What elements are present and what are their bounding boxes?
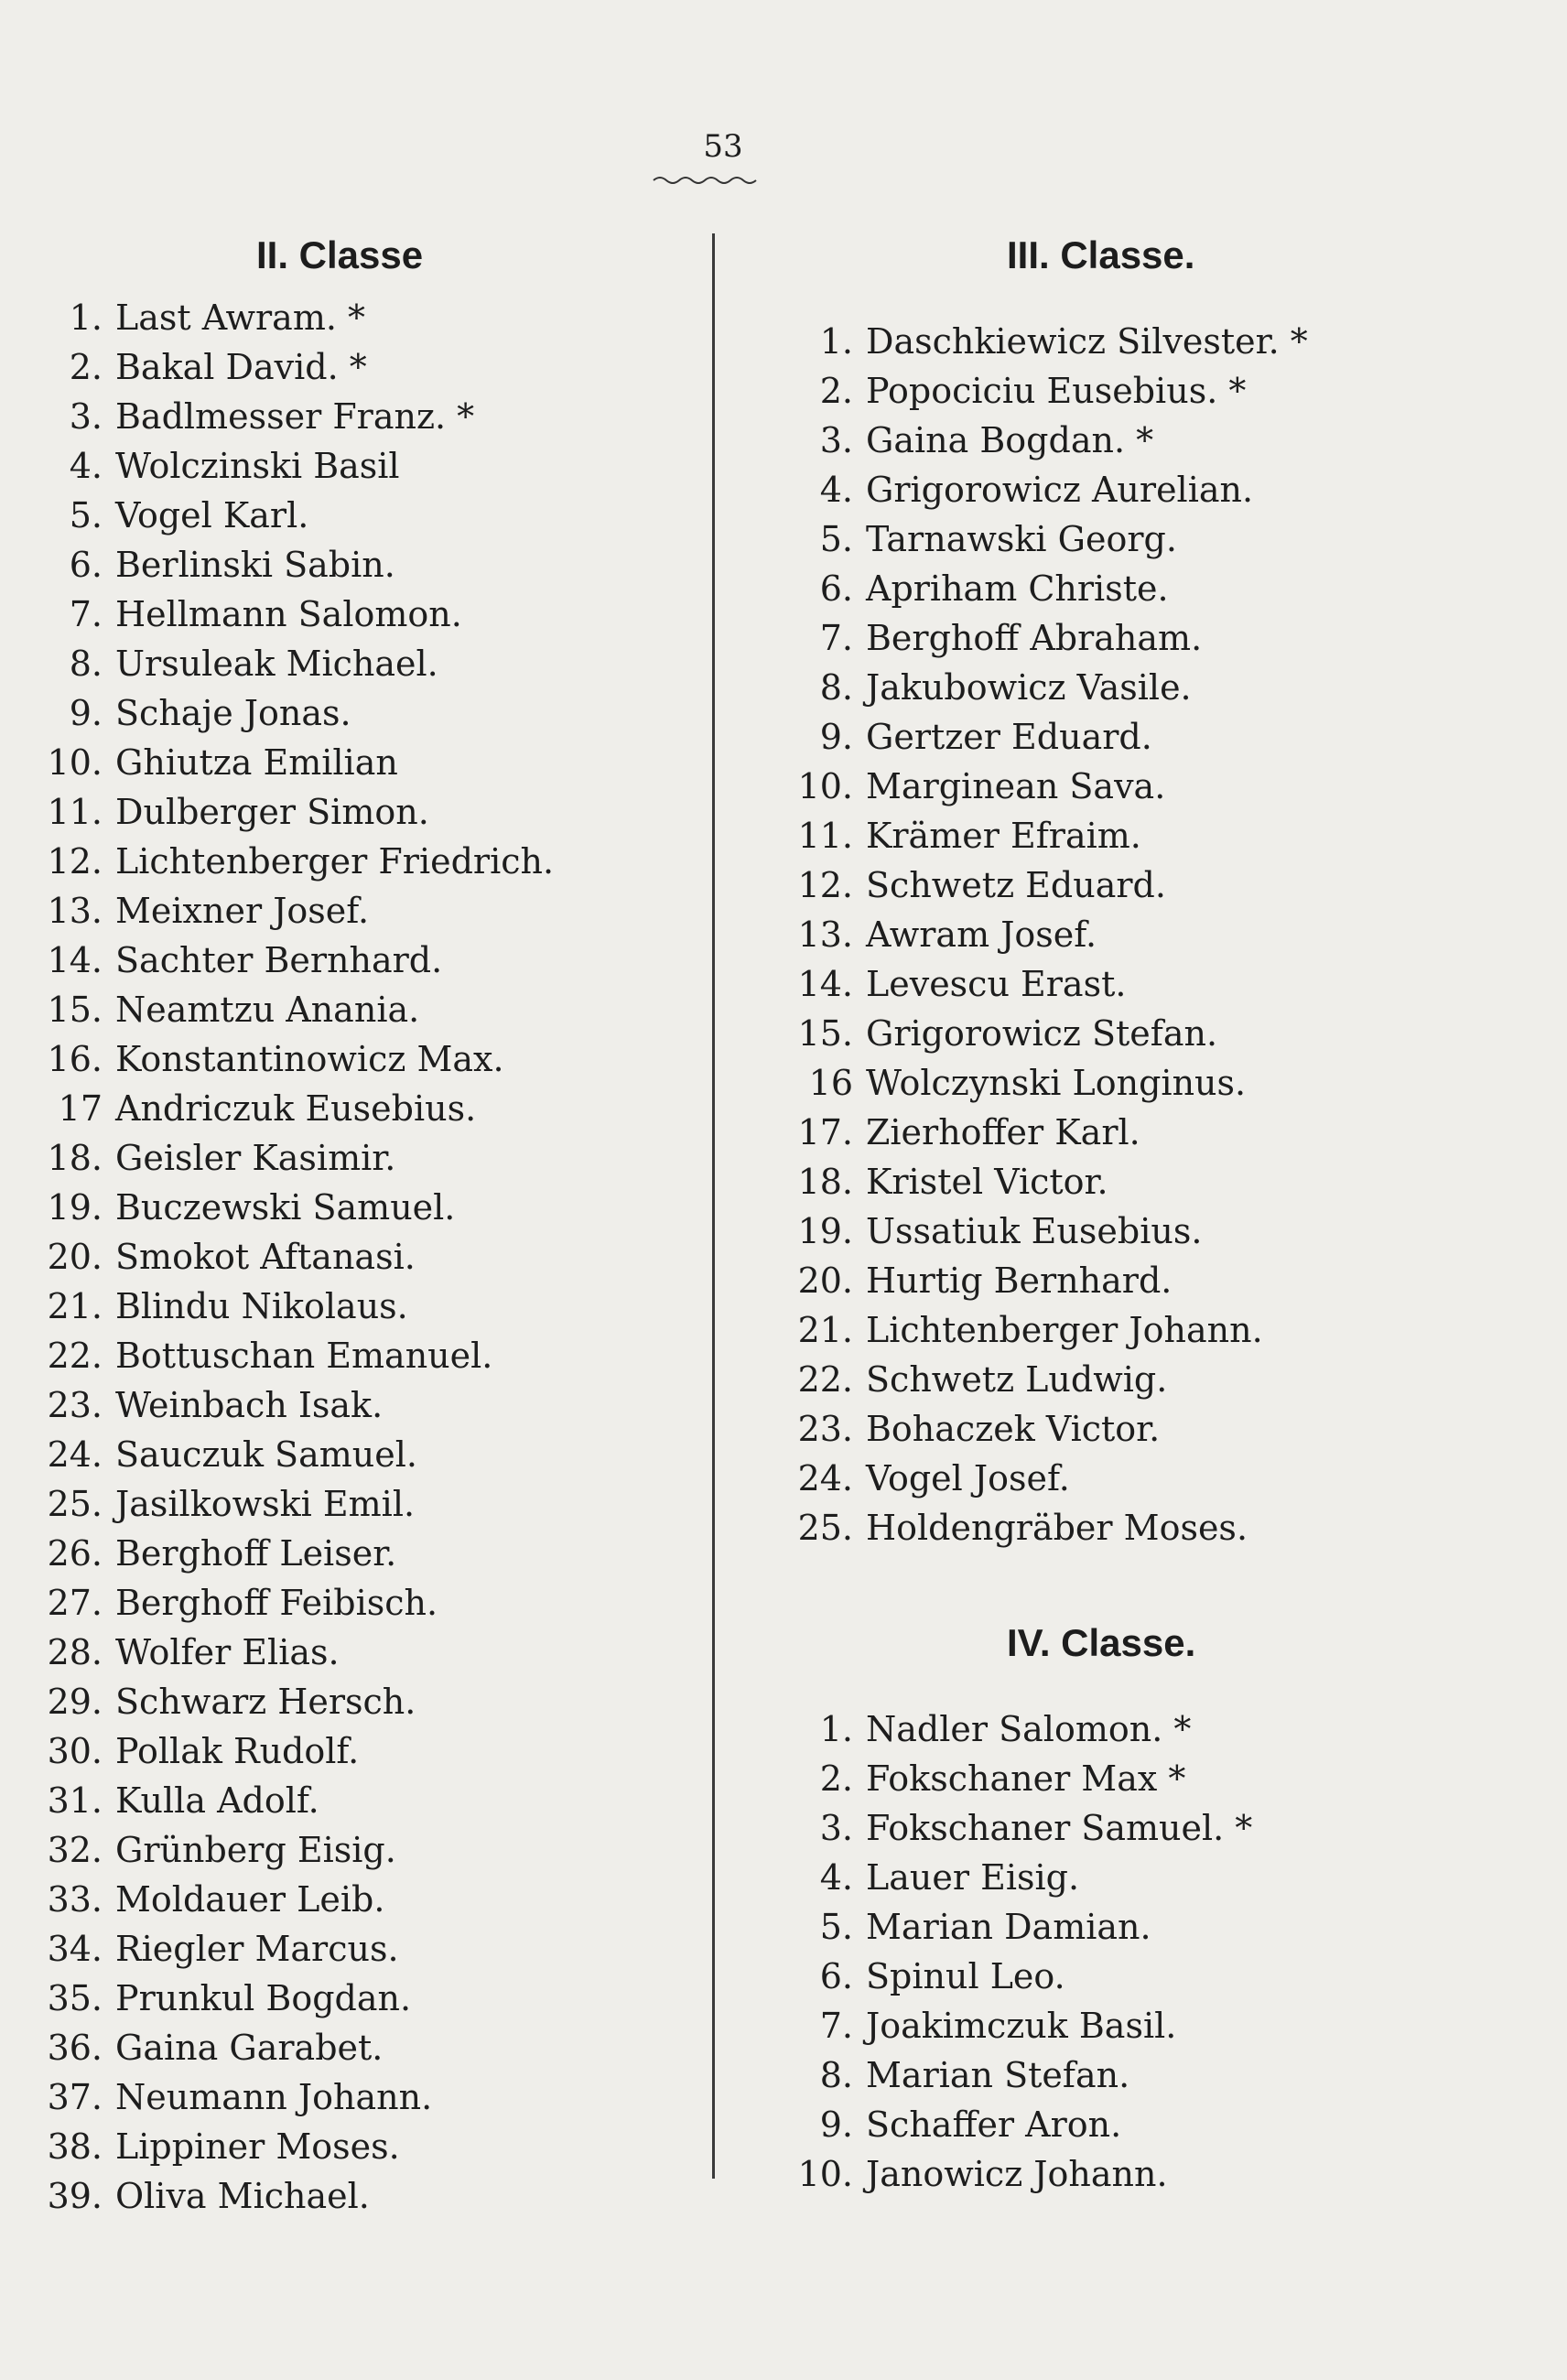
- student-name: Schwetz Eduard.: [866, 865, 1166, 905]
- entry-number: 5.: [819, 519, 853, 559]
- entry-number: 1.: [69, 298, 103, 338]
- list-item: [37, 1232, 696, 1282]
- list-item: [787, 1754, 1446, 1803]
- student-name: Geisler Kasimir.: [115, 1138, 396, 1178]
- entry-number: 32.: [47, 1830, 103, 1870]
- list-item: [37, 540, 696, 590]
- entry-number: 11.: [47, 792, 103, 832]
- entry-number: 8.: [819, 667, 853, 708]
- list-item: [787, 663, 1446, 712]
- student-name: Daschkiewicz Silvester. *: [866, 321, 1308, 362]
- entry-number: 25.: [797, 1508, 853, 1548]
- list-item: [37, 1578, 696, 1628]
- student-name: Marian Stefan.: [866, 2055, 1130, 2095]
- entry-number: 34.: [47, 1929, 103, 1969]
- list-item: [787, 2149, 1446, 2199]
- column-divider: [712, 233, 715, 2179]
- student-name: Holdengräber Moses.: [866, 1508, 1248, 1548]
- entry-number: 16: [808, 1063, 853, 1103]
- list-item: [37, 985, 696, 1034]
- list-item: [787, 317, 1446, 366]
- student-name: Zierhoffer Karl.: [866, 1112, 1140, 1152]
- list-item: [37, 1776, 696, 1825]
- right-column: [787, 229, 1446, 2199]
- list-item: [37, 1825, 696, 1875]
- list-item: [787, 1206, 1446, 1256]
- entry-number: 28.: [47, 1632, 103, 1672]
- student-name: Grigorowicz Stefan.: [866, 1013, 1218, 1054]
- list-item: [787, 712, 1446, 762]
- student-name: Lichtenberger Friedrich.: [115, 841, 555, 882]
- student-name: Nadler Salomon. *: [866, 1709, 1192, 1749]
- entry-number: 13.: [47, 891, 103, 931]
- class-iii-section: [787, 229, 1446, 1552]
- student-name: Badlmesser Franz. *: [115, 396, 475, 437]
- entry-number: 10.: [47, 742, 103, 783]
- list-item: [787, 1503, 1446, 1552]
- list-item: [37, 639, 696, 688]
- list-item: [787, 1704, 1446, 1754]
- list-item: [37, 1380, 696, 1430]
- student-name: Marian Damian.: [866, 1907, 1151, 1947]
- student-name: Hurtig Bernhard.: [866, 1260, 1173, 1301]
- student-name: Neumann Johann.: [115, 2077, 433, 2117]
- student-name: Moldauer Leib.: [115, 1879, 385, 1920]
- entry-number: 24.: [47, 1434, 103, 1475]
- entry-number: 37.: [47, 2077, 103, 2117]
- list-item: [787, 1009, 1446, 1058]
- list-item: [787, 1157, 1446, 1206]
- student-name: Kristel Victor.: [866, 1162, 1108, 1202]
- entry-number: 2.: [69, 347, 103, 387]
- entry-number: 7.: [819, 618, 853, 658]
- entry-number: 38.: [47, 2126, 103, 2167]
- entry-number: 5.: [69, 495, 103, 536]
- student-name: Fokschaner Samuel. *: [866, 1808, 1253, 1848]
- page-number: 53: [703, 128, 743, 165]
- entry-number: 22.: [797, 1359, 853, 1400]
- student-name: Smokot Aftanasi.: [115, 1237, 416, 1277]
- list-item: [787, 910, 1446, 959]
- entry-number: 6.: [819, 1956, 853, 1996]
- list-item: [37, 2171, 696, 2221]
- list-item: [37, 1331, 696, 1380]
- class-iv-section: [787, 1617, 1446, 2199]
- list-item: [37, 2122, 696, 2171]
- list-item: [787, 1058, 1446, 1108]
- list-item: [787, 811, 1446, 860]
- list-item: [37, 837, 696, 886]
- entry-number: 8.: [69, 644, 103, 684]
- student-name: Janowicz Johann.: [866, 2154, 1168, 2194]
- entry-number: 3.: [69, 396, 103, 437]
- student-name: Schaje Jonas.: [115, 693, 351, 733]
- student-name: Konstantinowicz Max.: [115, 1039, 504, 1079]
- list-item: [37, 293, 696, 342]
- list-item: [37, 936, 696, 985]
- entry-number: 1.: [819, 321, 853, 362]
- list-item: [37, 1430, 696, 1479]
- list-item: [787, 1108, 1446, 1157]
- entry-number: 16.: [47, 1039, 103, 1079]
- student-name: Levescu Erast.: [866, 964, 1127, 1004]
- list-item: [787, 959, 1446, 1009]
- class-iii-heading: III. Classe.: [1007, 233, 1195, 276]
- entry-number: 23.: [797, 1409, 853, 1449]
- student-name: Bottuschan Emanuel.: [115, 1336, 493, 1376]
- entry-number: 7.: [69, 594, 103, 634]
- list-item: [37, 738, 696, 787]
- list-item: [37, 1726, 696, 1776]
- entry-number: 18.: [797, 1162, 853, 1202]
- entry-number: 21.: [47, 1286, 103, 1326]
- entry-number: 33.: [47, 1879, 103, 1920]
- student-name: Spinul Leo.: [866, 1956, 1065, 1996]
- class-ii-section: [37, 229, 696, 2221]
- list-item: [787, 762, 1446, 811]
- list-item: [787, 1902, 1446, 1952]
- student-name: Jasilkowski Emil.: [115, 1484, 416, 1524]
- student-name: Lippiner Moses.: [115, 2126, 400, 2167]
- list-item: [787, 1952, 1446, 2001]
- list-item: [37, 392, 696, 441]
- student-name: Grigorowicz Aurelian.: [866, 470, 1254, 510]
- list-item: [37, 1677, 696, 1726]
- entry-number: 15.: [47, 990, 103, 1030]
- student-name: Joakimczuk Basil.: [866, 2006, 1177, 2046]
- entry-number: 4.: [819, 470, 853, 510]
- list-item: [787, 514, 1446, 564]
- entry-number: 21.: [797, 1310, 853, 1350]
- student-name: Fokschaner Max *: [866, 1758, 1186, 1799]
- student-name: Ursuleak Michael.: [115, 644, 438, 684]
- student-name: Schaffer Aron.: [866, 2104, 1122, 2145]
- student-name: Wolfer Elias.: [115, 1632, 340, 1672]
- entry-number: 23.: [47, 1385, 103, 1425]
- entry-number: 39.: [47, 2176, 103, 2216]
- student-name: Popociciu Eusebius. *: [866, 371, 1247, 411]
- entry-number: 31.: [47, 1780, 103, 1821]
- entry-number: 6.: [69, 545, 103, 585]
- list-item: [787, 564, 1446, 613]
- student-name: Weinbach Isak.: [115, 1385, 384, 1425]
- student-name: Krämer Efraim.: [866, 816, 1141, 856]
- entry-number: 17: [58, 1088, 103, 1129]
- entry-number: 10.: [797, 766, 853, 806]
- student-name: Ussatiuk Eusebius.: [866, 1211, 1203, 1251]
- entry-number: 36.: [47, 2028, 103, 2068]
- student-name: Lauer Eisig.: [866, 1857, 1080, 1898]
- ornament-divider: [652, 174, 762, 187]
- list-item: [37, 590, 696, 639]
- list-item: [787, 860, 1446, 910]
- student-name: Dulberger Simon.: [115, 792, 429, 832]
- list-item: [37, 1282, 696, 1331]
- list-item: [37, 1529, 696, 1578]
- entry-number: 11.: [797, 816, 853, 856]
- student-name: Schwetz Ludwig.: [866, 1359, 1168, 1400]
- entry-number: 29.: [47, 1682, 103, 1722]
- student-name: Marginean Sava.: [866, 766, 1166, 806]
- entry-number: 27.: [47, 1583, 103, 1623]
- list-item: [37, 1924, 696, 1974]
- student-name: Blindu Nikolaus.: [115, 1286, 408, 1326]
- list-item: [787, 2001, 1446, 2050]
- entry-number: 1.: [819, 1709, 853, 1749]
- student-name: Berghoff Feibisch.: [115, 1583, 438, 1623]
- list-item: [37, 1084, 696, 1133]
- list-item: [787, 1454, 1446, 1503]
- student-name: Vogel Josef.: [866, 1458, 1070, 1498]
- entry-number: 18.: [47, 1138, 103, 1178]
- list-item: [37, 886, 696, 936]
- student-name: Bohaczek Victor.: [866, 1409, 1161, 1449]
- student-name: Tarnawski Georg.: [866, 519, 1177, 559]
- entry-number: 24.: [797, 1458, 853, 1498]
- entry-number: 25.: [47, 1484, 103, 1524]
- list-item: [787, 2050, 1446, 2100]
- student-name: Neamtzu Anania.: [115, 990, 420, 1030]
- class-iii-list: [787, 317, 1446, 1552]
- entry-number: 12.: [47, 841, 103, 882]
- entry-number: 12.: [797, 865, 853, 905]
- list-item: [787, 2100, 1446, 2149]
- student-name: Berlinski Sabin.: [115, 545, 395, 585]
- list-item: [787, 1256, 1446, 1305]
- entry-number: 9.: [819, 2104, 853, 2145]
- entry-number: 4.: [69, 446, 103, 486]
- entry-number: 7.: [819, 2006, 853, 2046]
- entry-number: 9.: [819, 717, 853, 757]
- entry-number: 13.: [797, 914, 853, 955]
- student-name: Gaina Bogdan. *: [866, 420, 1154, 460]
- entry-number: 8.: [819, 2055, 853, 2095]
- class-iv-list: [787, 1704, 1446, 2199]
- list-item: [37, 491, 696, 540]
- student-name: Prunkul Bogdan.: [115, 1978, 412, 2018]
- list-item: [37, 1479, 696, 1529]
- list-item: [37, 342, 696, 392]
- list-item: [37, 1875, 696, 1924]
- student-name: Berghoff Abraham.: [866, 618, 1203, 658]
- entry-number: 2.: [819, 371, 853, 411]
- list-item: [787, 465, 1446, 514]
- list-item: [787, 1803, 1446, 1853]
- student-name: Sauczuk Samuel.: [115, 1434, 417, 1475]
- class-ii-heading: II. Classe: [256, 233, 424, 276]
- entry-number: 2.: [819, 1758, 853, 1799]
- list-item: [37, 787, 696, 837]
- student-name: Wolczinski Basil: [115, 446, 400, 486]
- student-name: Meixner Josef.: [115, 891, 370, 931]
- list-item: [787, 1305, 1446, 1355]
- entry-number: 22.: [47, 1336, 103, 1376]
- list-item: [37, 1183, 696, 1232]
- student-name: Grünberg Eisig.: [115, 1830, 396, 1870]
- student-name: Lichtenberger Johann.: [866, 1310, 1263, 1350]
- student-name: Vogel Karl.: [115, 495, 309, 536]
- entry-number: 15.: [797, 1013, 853, 1054]
- list-item: [37, 1034, 696, 1084]
- entry-number: 14.: [47, 940, 103, 980]
- student-name: Pollak Rudolf.: [115, 1731, 360, 1771]
- list-item: [787, 366, 1446, 416]
- list-item: [37, 1974, 696, 2023]
- list-item: [37, 1628, 696, 1677]
- entry-number: 3.: [819, 420, 853, 460]
- entry-number: 35.: [47, 1978, 103, 2018]
- list-item: [787, 1853, 1446, 1902]
- student-name: Gaina Garabet.: [115, 2028, 384, 2068]
- student-name: Riegler Marcus.: [115, 1929, 399, 1969]
- list-item: [37, 688, 696, 738]
- list-item: [787, 1404, 1446, 1454]
- student-name: Buczewski Samuel.: [115, 1187, 456, 1228]
- student-name: Bakal David. *: [115, 347, 367, 387]
- entry-number: 20.: [47, 1237, 103, 1277]
- student-name: Berghoff Leiser.: [115, 1533, 397, 1574]
- entry-number: 26.: [47, 1533, 103, 1574]
- entry-number: 9.: [69, 693, 103, 733]
- student-name: Wolczynski Longinus.: [866, 1063, 1247, 1103]
- student-name: Andriczuk Eusebius.: [115, 1088, 477, 1129]
- student-name: Oliva Michael.: [115, 2176, 370, 2216]
- student-name: Apriham Christe.: [866, 568, 1169, 609]
- entry-number: 5.: [819, 1907, 853, 1947]
- list-item: [787, 613, 1446, 663]
- entry-number: 19.: [47, 1187, 103, 1228]
- list-item: [37, 441, 696, 491]
- student-name: Gertzer Eduard.: [866, 717, 1152, 757]
- student-name: Kulla Adolf.: [115, 1780, 319, 1821]
- student-name: Ghiutza Emilian: [115, 742, 398, 783]
- entry-number: 17.: [797, 1112, 853, 1152]
- list-item: [37, 2023, 696, 2072]
- list-item: [37, 1133, 696, 1183]
- entry-number: 14.: [797, 964, 853, 1004]
- list-item: [787, 1355, 1446, 1404]
- entry-number: 4.: [819, 1857, 853, 1898]
- student-name: Sachter Bernhard.: [115, 940, 443, 980]
- entry-number: 3.: [819, 1808, 853, 1848]
- student-name: Schwarz Hersch.: [115, 1682, 416, 1722]
- entry-number: 10.: [797, 2154, 853, 2194]
- student-name: Jakubowicz Vasile.: [866, 667, 1192, 708]
- entry-number: 19.: [797, 1211, 853, 1251]
- student-name: Hellmann Salomon.: [115, 594, 462, 634]
- entry-number: 20.: [797, 1260, 853, 1301]
- entry-number: 30.: [47, 1731, 103, 1771]
- student-name: Last Awram. *: [115, 298, 366, 338]
- list-item: [787, 416, 1446, 465]
- class-ii-list: [37, 293, 696, 2221]
- entry-number: 6.: [819, 568, 853, 609]
- class-iv-heading: IV. Classe.: [1007, 1621, 1196, 1664]
- student-name: Awram Josef.: [866, 914, 1097, 955]
- list-item: [37, 2072, 696, 2122]
